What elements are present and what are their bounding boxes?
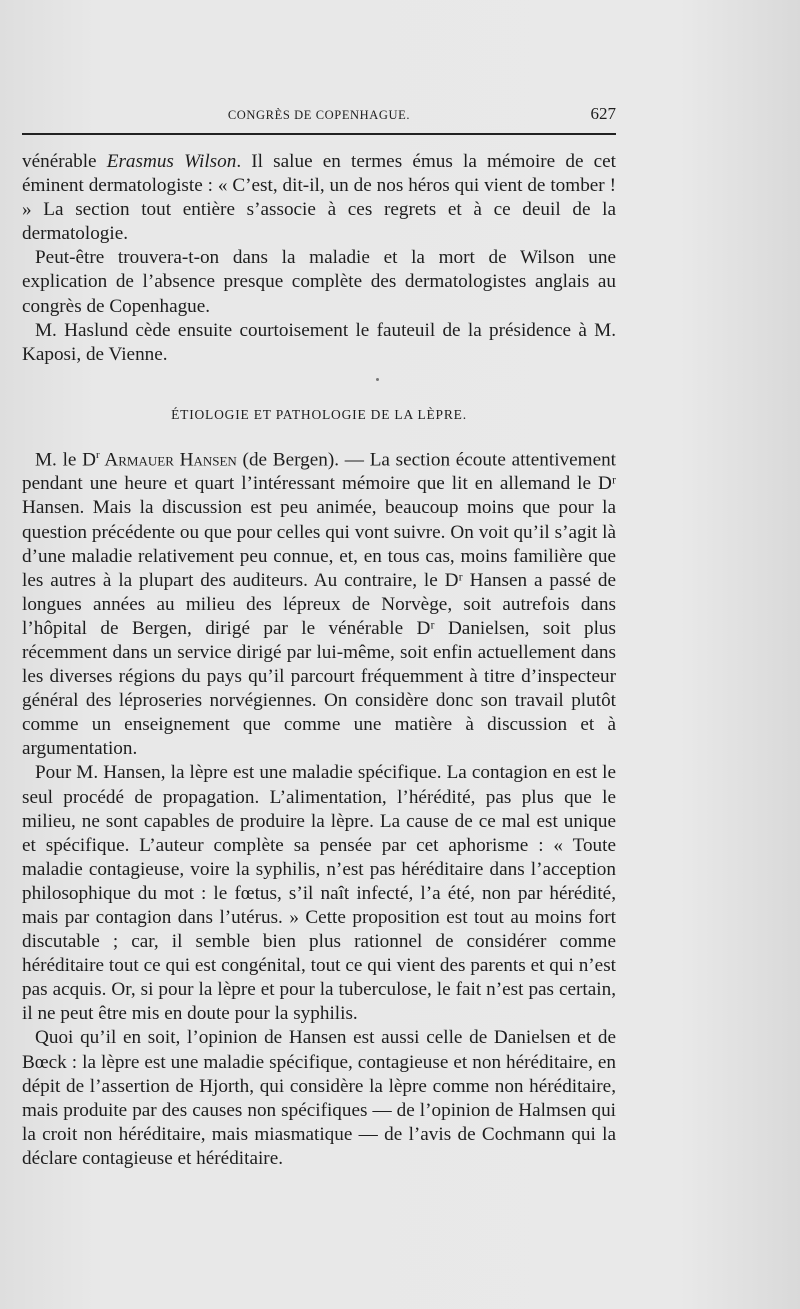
speaker-name: Armauer Hansen [99,449,237,471]
doctor-abbrev-sup: r [96,448,100,461]
header-rule [22,133,616,135]
paragraph-2: Peut-être trouvera-t-on dans la maladie et la mort de Wilson une explication de l’absence presque complète des dermatologistes anglais au congrès de Copenhague. [22,247,616,317]
paragraph-4-rest: (de Bergen). — La section écoute attentivement pendant une heure et quart l’intéressant mémoire que lit en allemand le Dʳ Hansen. Mais la discussion est peu animée, beaucoup moins que pour la question précédente ou que pour celles qui vont suivre. On voit qu’il s’agit là d’une maladie relativement peu connue, et, en tous cas, moins familière que les autres à la plupart des auditeurs. Au contraire, le Dʳ Hansen a passé de longues années au milieu des lépreux de Norvège, soit autrefois dans l’hôpital de Bergen, dirigé par le vénérable Dʳ Danielsen, soit plus récemment dans un service dirigé par lui-même, soit enfin actuellement dans les diverses régions du pays qu’il parcourt fréquemment à titre d’inspecteur général des léproseries norvégiennes. On considère donc son travail plutôt comme un enseignement que comme une matière à discussion et à argumentation. [22,449,617,760]
paragraph-3: M. Haslund cède ensuite courtoisement le fauteuil de la présidence à M. Kaposi, de Vienne. [22,319,616,365]
paragraph-1-start: vénérable [22,151,107,172]
body-text [22,150,616,1171]
section-heading: ÉTIOLOGIE ET PATHOLOGIE DE LA LÈPRE. [171,406,467,422]
running-head: CONGRÈS DE COPENHAGUE. [227,108,411,122]
paragraph-1 [22,150,616,246]
paragraph-4-start: M. le D [35,449,97,471]
paragraph-5: Pour M. Hansen, la lèpre est une maladie spécifique. La contagion en est le seul procédé de propagation. L’alimentation, l’hérédité, pas plus que le milieu, ne sont capables de produire la lèpre. La cause de ce mal est unique et spécifique. L’auteur complète sa pensée par cet aphorisme : « Toute maladie contagieuse, voire la syphilis, n’est pas héréditaire dans l’acception philosophique du mot : le fœtus, s’il naît infecté, l’a été, non par hérédité, mais par contagion dans l’utérus. » Cette proposition est tout au moins fort discutable ; car, il semble bien plus rationnel de considérer comme héréditaire tout ce qui est congénital, tout ce qui vient des parents et qui n’est pas acquis. Or, si pour la lèpre et pour la tuberculose, le fait n’est pas certain, il ne peut être mis en doute pour la syphilis. [22,762,616,1025]
paragraph-6: Quoi qu’il en soit, l’opinion de Hansen est aussi celle de Danielsen et de Bœck : la lèpre est une maladie spécifique, contagieuse et non héréditaire, en dépit de l’assertion de Hjorth, qui considère la lèpre comme non héréditaire, mais produite par des causes non spécifiques — de l’opinion de Halmsen qui la croit non héréditaire, mais miasmatique — de l’avis de Cochmann qui la déclare contagieuse et héréditaire. [22,1027,616,1169]
person-name-wilson: Erasmus Wilson [106,151,237,172]
page-number: 627 [590,104,616,123]
page-header [22,104,616,126]
paragraph-1-rest: . Il salue en termes émus la mémoire de cet éminent dermatologiste : « C’est, dit-il, un de nos héros qui vient de tomber ! » La section tout entière s’associe à ces regrets et à ce deuil de la dermatologie. [22,151,616,245]
paragraph-4 [22,443,616,762]
